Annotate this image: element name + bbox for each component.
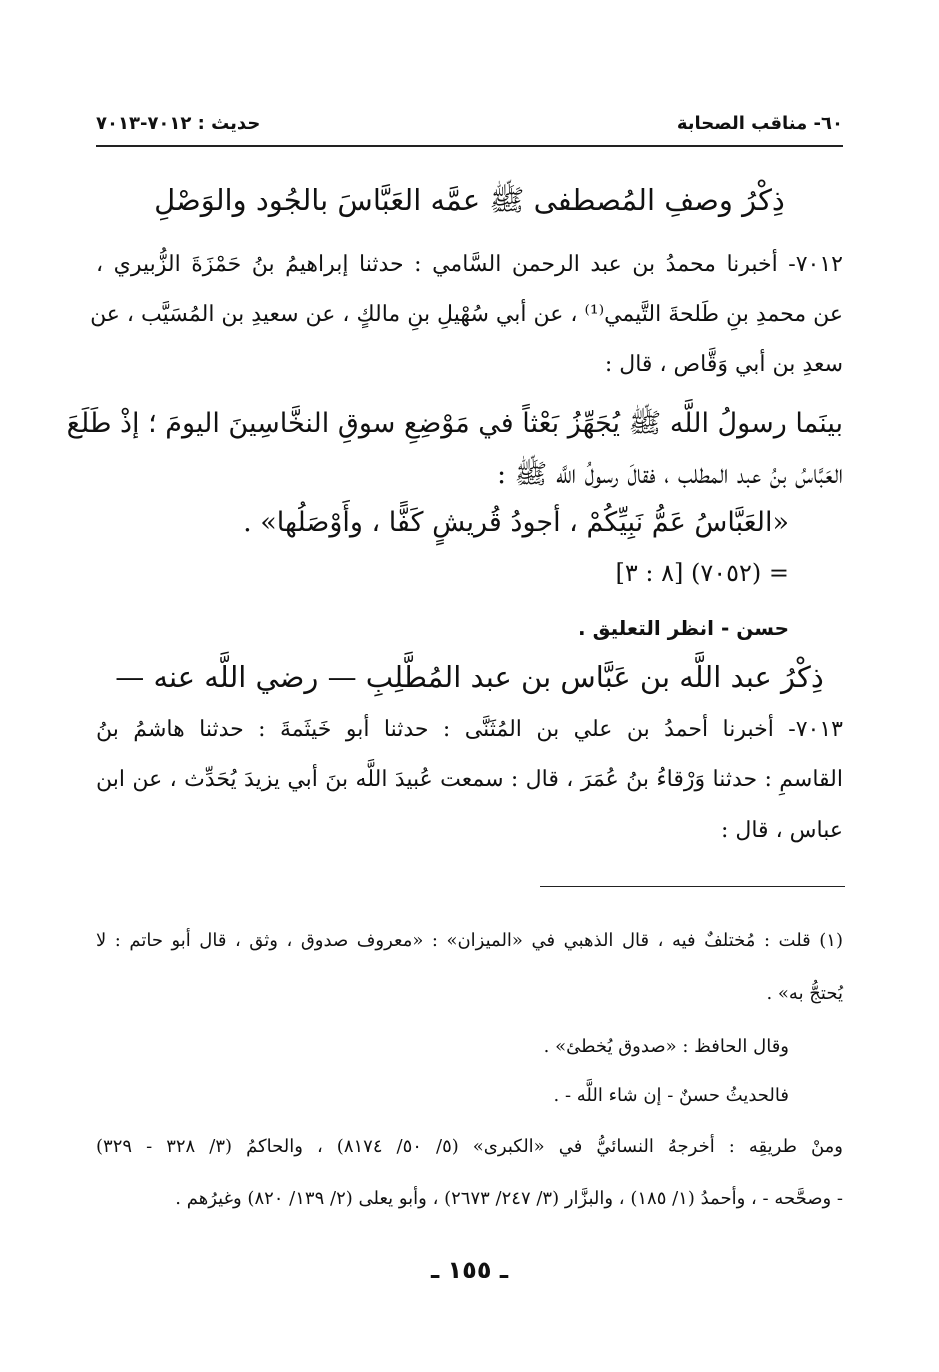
isnad-line-1: ٧٠١٢- أخبرنا محمدُ بن عبد الرحمن السَّامي : حدثنا إبراهيمُ بنُ حَمْزَةَ الزُّبيري ، <box>96 252 843 277</box>
isnad-line-3: سعدِ بن أبي وَقَّاص ، قال : <box>604 352 843 377</box>
footnote-rule <box>540 886 845 887</box>
header-rule <box>96 145 843 147</box>
hadith-grade: حسن - انظر التعليق . <box>578 616 789 640</box>
footnote-4-line-1: ومنْ طريقِه : أخرجهُ النسائيُّ في «الكبرى» (٥/ ٥٠/ ٨١٧٤) ، والحاكمُ (٣/ ٣٢٨ - ٣٢٩) <box>96 1136 843 1157</box>
hadith-range: حديث : ٧٠١٢-٧٠١٣ <box>96 112 261 134</box>
chapter-title: ٦٠- مناقب الصحابة <box>676 112 843 134</box>
cross-reference: = (٧٠٥٢) [٨ : ٣] <box>615 559 789 587</box>
matn-line-2: العَبَّاسُ بنُ عبد المطلب ، فقالَ رسولُ اللَّه ﷺ : <box>496 459 843 490</box>
footnote-4-line-2: - وصحَّحه - ، وأحمدُ (١/ ١٨٥) ، والبزَّار (٣/ ٢٤٧/ ٢٦٧٣) ، وأبو يعلى (٢/ ١٣٩/ ٨٢٠) وغيرُهم . <box>175 1188 843 1209</box>
section-title-1: ذِكْرُ وصفِ المُصطفى ﷺ عمَّه العَبَّاسَ بالجُود والوَصْلِ <box>154 183 785 217</box>
matn-line-1: بينَما رسولُ اللَّه ﷺ يُجَهِّزُ بَعْثاً في مَوْضِعِ سوقِ النخَّاسِينَ اليومَ ؛ إذْ طَلَعَ <box>66 408 843 439</box>
footnote-3: فالحديثُ حسنٌ - إن شاء اللَّه - . <box>553 1085 789 1106</box>
isnad2-line-3: عباس ، قال : <box>720 818 843 843</box>
section-title-2: ذِكْرُ عبد اللَّه بن عَبَّاس بن عبد المُطَّلِبِ — رضي اللَّه عنه — <box>115 660 824 694</box>
running-header <box>96 108 843 138</box>
footnote-1-line-2: يُحتجُّ به» . <box>766 983 843 1004</box>
hadith-quote: «العَبَّاسُ عَمُّ نَبِيِّكُمْ ، أجودُ قُريشٍ كَفًّا ، وأَوْصَلُها» . <box>243 507 789 538</box>
isnad2-line-1: ٧٠١٣- أخبرنا أحمدُ بن علي بن المُثَنَّى : حدثنا أبو خَيثَمةَ : حدثنا هاشمُ بنُ <box>96 717 843 742</box>
page-number: ـ ١٥٥ ـ <box>430 1256 509 1284</box>
footnote-1-line-1: (١) قلت : مُختلفٌ فيه ، قال الذهبي في «الميزان» : «معروف صدوق ، وثق ، قال أبو حاتم : لا <box>96 930 843 951</box>
isnad2-line-2: القاسمِ : حدثنا وَرْقاءُ بنُ عُمَرَ ، قال : سمعت عُبيدَ اللَّه بنَ أبي يزيدَ يُحَدِّث ، عن ابن <box>96 767 843 792</box>
isnad-line-2: عن محمدِ بنِ طَلحةَ التَّيمي⁽¹⁾ ، عن أبي سُهْيلِ بنِ مالكٍ ، عن سعيدِ بن المُسَيَّب ، عن <box>90 302 843 327</box>
footnote-2: وقال الحافظ : «صدوق يُخطئ» . <box>543 1036 789 1057</box>
